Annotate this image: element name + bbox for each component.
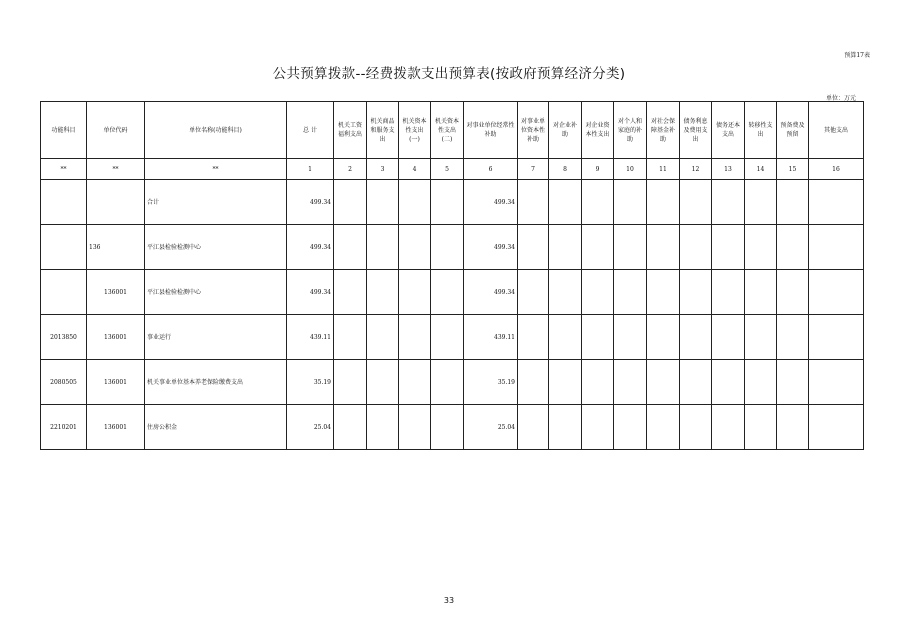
unit-name-cell: 住房公积金 [145, 405, 287, 450]
function-code-cell: 2080505 [41, 360, 87, 405]
function-code-cell [41, 270, 87, 315]
table-row [41, 180, 864, 225]
index-cell: 11 [647, 159, 680, 180]
total-cell: 499.34 [287, 270, 334, 315]
header-cell: 对事业单位经常性补助 [464, 102, 518, 159]
header-row [41, 102, 864, 159]
unit-name-cell: 合计 [145, 180, 287, 225]
budget-table [40, 101, 864, 450]
header-cell: 其他支出 [809, 102, 864, 159]
total-cell: 499.34 [287, 180, 334, 225]
index-cell: 9 [582, 159, 614, 180]
header-cell: 预备费及预留 [777, 102, 809, 159]
recurrent-subsidy-cell: 25.04 [464, 405, 518, 450]
table-row [41, 360, 864, 405]
unit-code-cell: 136001 [87, 315, 145, 360]
unit-code-cell [87, 180, 145, 225]
index-cell: 12 [680, 159, 712, 180]
unit-name-cell: 机关事业单位基本养老保险缴费支出 [145, 360, 287, 405]
table-row [41, 225, 864, 270]
unit-label: 单位：万元 [825, 95, 856, 102]
form-number: 预算17表 [844, 52, 870, 59]
header-cell: 转移性支出 [745, 102, 777, 159]
total-cell: 499.34 [287, 225, 334, 270]
table-row [41, 270, 864, 315]
header-cell: 对企业补助 [549, 102, 582, 159]
unit-name-cell: 事业运行 [145, 315, 287, 360]
function-code-cell: 2013850 [41, 315, 87, 360]
unit-name-cell: 平江县检验检测中心 [145, 270, 287, 315]
total-cell: 439.11 [287, 315, 334, 360]
recurrent-subsidy-cell: 499.34 [464, 225, 518, 270]
header-cell: 对事业单位资本性补助 [518, 102, 549, 159]
index-cell: 6 [464, 159, 518, 180]
header-cell: 债务利息及费用支出 [680, 102, 712, 159]
unit-code-cell: 136 [87, 225, 145, 270]
index-cell: ** [145, 159, 287, 180]
header-cell: 总 计 [287, 102, 334, 159]
function-code-cell: 2210201 [41, 405, 87, 450]
recurrent-subsidy-cell: 499.34 [464, 270, 518, 315]
header-cell: 单位名称(功能科目) [145, 102, 287, 159]
page-number: 33 [443, 596, 455, 605]
header-cell: 对社会保障基金补助 [647, 102, 680, 159]
header-cell: 功能科目 [41, 102, 87, 159]
index-cell: ** [41, 159, 87, 180]
recurrent-subsidy-cell: 35.19 [464, 360, 518, 405]
index-row [41, 159, 864, 180]
unit-code-cell: 136001 [87, 270, 145, 315]
header-cell: 债务还本支出 [712, 102, 745, 159]
table-row [41, 315, 864, 360]
index-cell: 5 [431, 159, 464, 180]
header-cell: 单位代码 [87, 102, 145, 159]
index-cell: 13 [712, 159, 745, 180]
header-cell: 机关商品和服务支出 [367, 102, 399, 159]
index-cell: 16 [809, 159, 864, 180]
table-row [41, 405, 864, 450]
total-cell: 25.04 [287, 405, 334, 450]
index-cell: 15 [777, 159, 809, 180]
index-cell: ** [87, 159, 145, 180]
index-cell: 1 [287, 159, 334, 180]
header-cell: 机关资本性支出(一) [399, 102, 431, 159]
index-cell: 7 [518, 159, 549, 180]
function-code-cell [41, 180, 87, 225]
header-cell: 机关工资福利支出 [334, 102, 367, 159]
total-cell: 35.19 [287, 360, 334, 405]
unit-code-cell: 136001 [87, 405, 145, 450]
unit-code-cell: 136001 [87, 360, 145, 405]
index-cell: 8 [549, 159, 582, 180]
header-cell: 对企业资本性支出 [582, 102, 614, 159]
page-title: 公共预算拨款--经费拨款支出预算表(按政府预算经济分类) [272, 66, 626, 82]
recurrent-subsidy-cell: 439.11 [464, 315, 518, 360]
unit-name-cell: 平江县检验检测中心 [145, 225, 287, 270]
index-cell: 3 [367, 159, 399, 180]
header-cell: 对个人和家庭的补助 [614, 102, 647, 159]
header-cell: 机关资本性支出(二) [431, 102, 464, 159]
index-cell: 4 [399, 159, 431, 180]
recurrent-subsidy-cell: 499.34 [464, 180, 518, 225]
index-cell: 10 [614, 159, 647, 180]
index-cell: 2 [334, 159, 367, 180]
function-code-cell [41, 225, 87, 270]
index-cell: 14 [745, 159, 777, 180]
